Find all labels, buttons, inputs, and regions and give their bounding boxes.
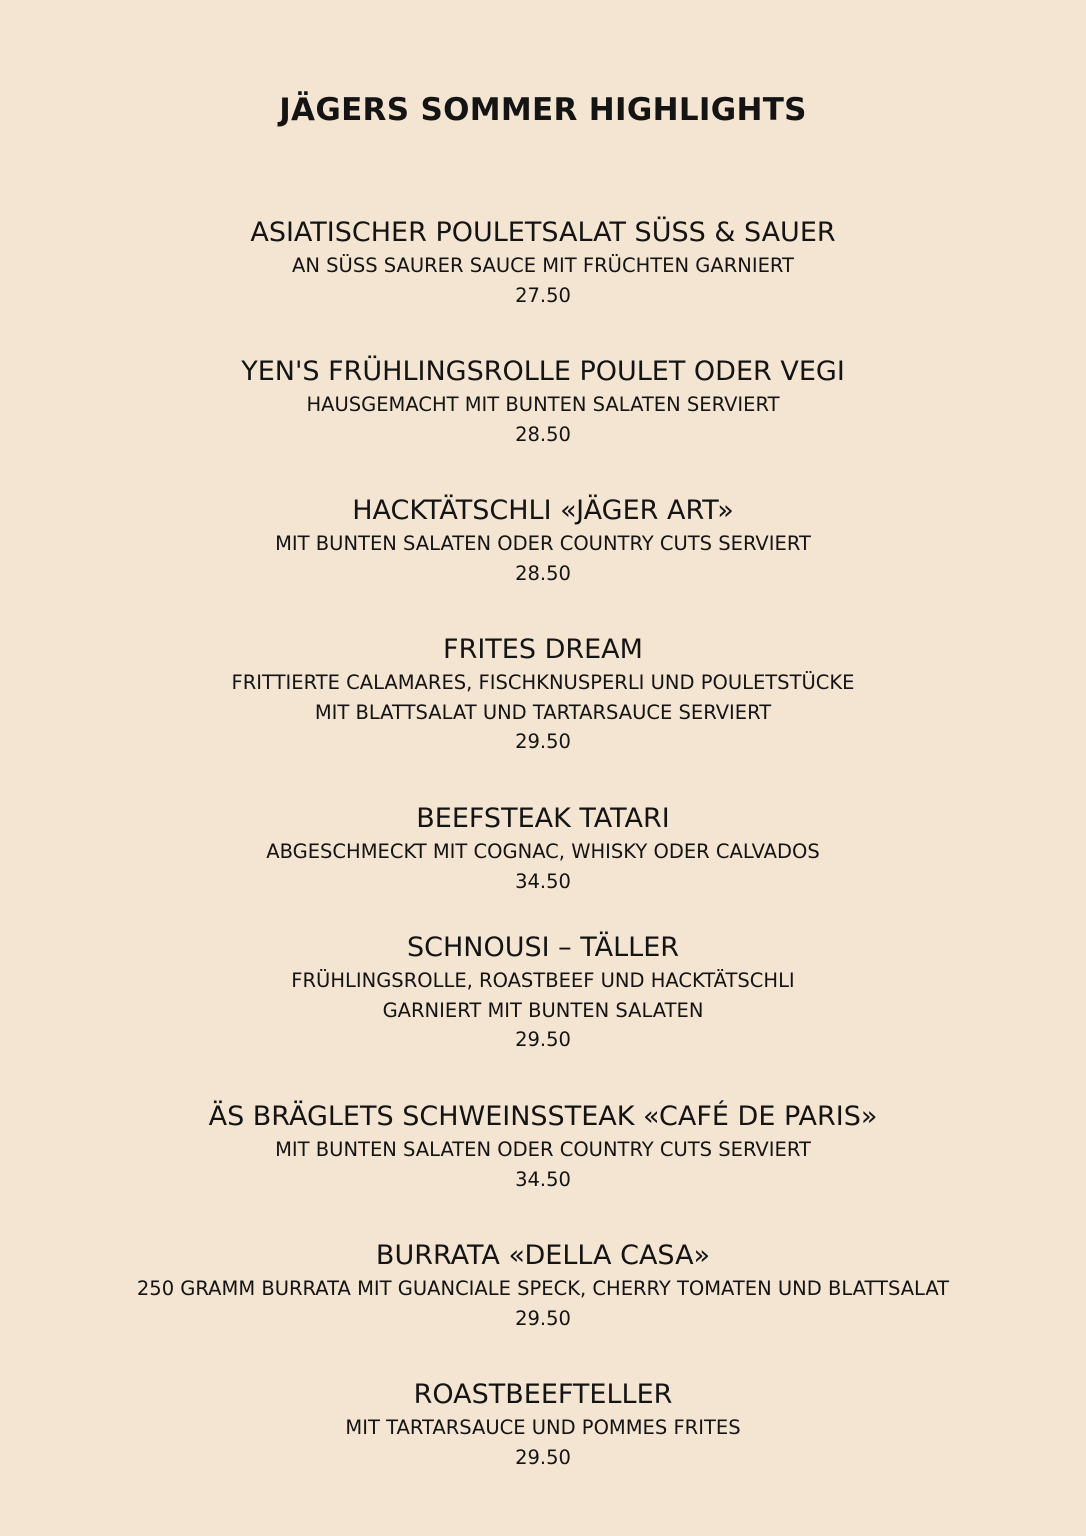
menu-item [0, 930, 1086, 1055]
menu-item-description: 250 GRAMM BURRATA MIT GUANCIALE SPECK, CHERRY TOMATEN UND BLATTSALAT [136, 1277, 950, 1300]
menu-item [0, 493, 1086, 588]
menu-item-name: ASIATISCHER POULETSALAT SÜSS & SAUER [250, 217, 836, 248]
menu-item-price: 34.50 [515, 1167, 571, 1191]
menu-item [0, 1238, 1086, 1333]
menu-item-price: 34.50 [515, 869, 571, 893]
menu-item-description: MIT BUNTEN SALATEN ODER COUNTRY CUTS SERVIERT [275, 1138, 811, 1161]
menu-item-description: MIT TARTARSAUCE UND POMMES FRITES [345, 1416, 741, 1439]
menu-item-price: 27.50 [515, 283, 571, 307]
menu-item [0, 632, 1086, 757]
menu-item-name: YEN'S FRÜHLINGSROLLE POULET ODER VEGI [241, 356, 845, 387]
menu-item-price: 28.50 [515, 561, 571, 585]
menu-item-price: 29.50 [515, 1306, 571, 1330]
menu-item-price: 29.50 [515, 730, 571, 753]
menu-item-description: ABGESCHMECKT MIT COGNAC, WHISKY ODER CALVADOS [266, 840, 820, 863]
menu-item-description: GARNIERT MIT BUNTEN SALATEN [382, 998, 704, 1022]
menu-item-name: FRITES DREAM [443, 634, 643, 665]
menu-item-name: HACKTÄTSCHLI «JÄGER ART» [352, 495, 734, 526]
menu-item-name: ROASTBEEFTELLER [413, 1379, 673, 1410]
menu-item [0, 354, 1086, 449]
menu-item [0, 801, 1086, 896]
menu-item-price: 29.50 [515, 1445, 571, 1469]
menu-item-name: BEEFSTEAK TATARI [416, 803, 670, 834]
menu-item-description: HAUSGEMACHT MIT BUNTEN SALATEN SERVIERT [306, 393, 780, 416]
menu-item-name: ÄS BRÄGLETS SCHWEINSSTEAK «CAFÉ DE PARIS» [208, 1101, 878, 1132]
menu-item-description: FRÜHLINGSROLLE, ROASTBEEF UND HACKTÄTSCHLI [291, 969, 795, 992]
menu-item-price: 29.50 [515, 1028, 571, 1051]
menu-item-description: MIT BUNTEN SALATEN ODER COUNTRY CUTS SERVIERT [275, 532, 811, 555]
menu-item-description: MIT BLATTSALAT UND TARTARSAUCE SERVIERT [314, 700, 772, 724]
menu-item [0, 1377, 1086, 1472]
menu-item [0, 215, 1086, 310]
menu-item-name: SCHNOUSI – TÄLLER [406, 932, 680, 963]
menu-title: JÄGERS SOMMER HIGHLIGHTS [279, 92, 807, 128]
menu-item-name: BURRATA «DELLA CASA» [375, 1240, 711, 1271]
menu-item-description: FRITTIERTE CALAMARES, FISCHKNUSPERLI UND POULETSTÜCKE [231, 671, 855, 694]
menu-item-description: AN SÜSS SAURER SAUCE MIT FRÜCHTEN GARNIERT [292, 254, 794, 277]
menu-item [0, 1099, 1086, 1194]
menu-item-price: 28.50 [515, 422, 571, 446]
